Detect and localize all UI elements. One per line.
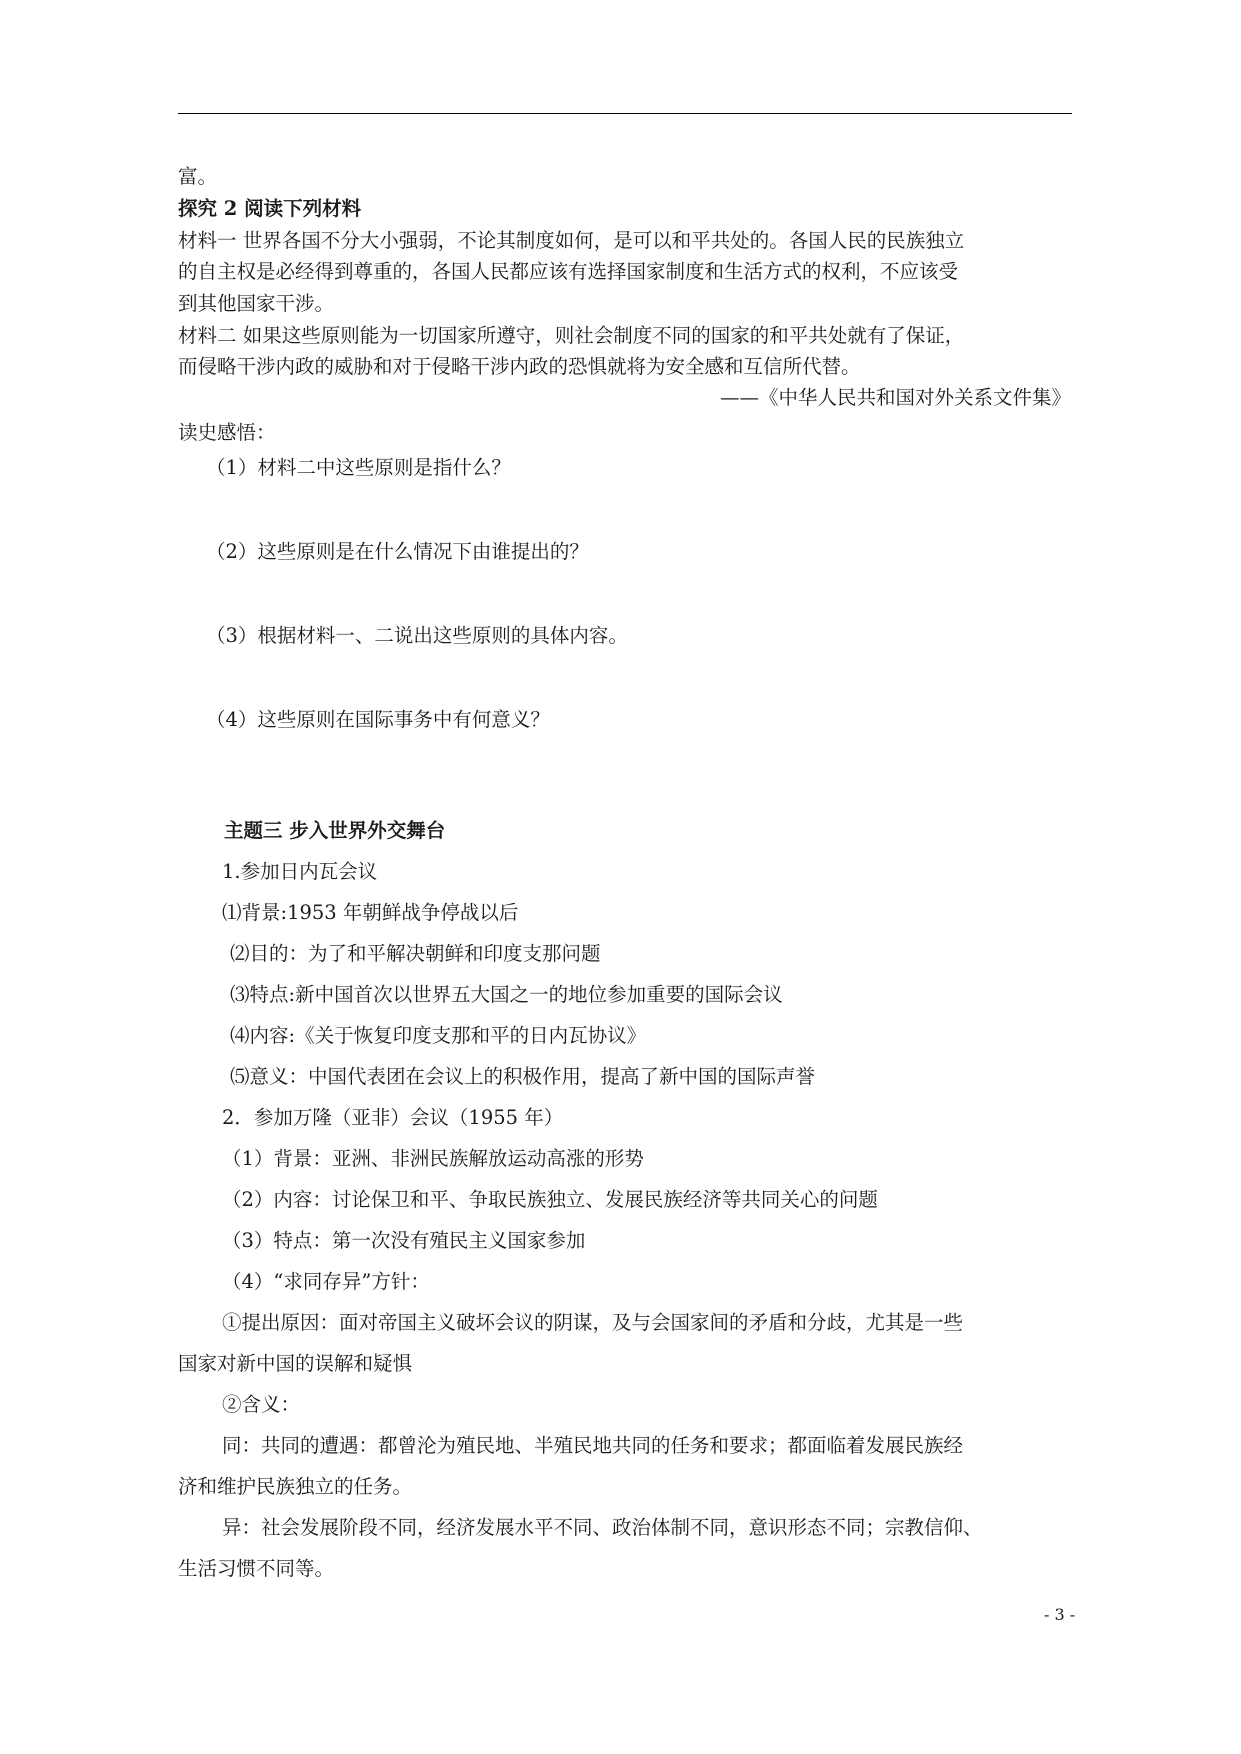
explore2-heading: 探究 2 阅读下列材料 [178,197,362,220]
theme3-line: 济和维护民族独立的任务。 [178,1475,413,1498]
continued-text: 富。 [178,165,218,188]
source-citation: ——《中华人民共和国对外关系文件集》 [719,386,1071,409]
theme3-line: ⑴背景:1953 年朝鲜战争停战以后 [222,901,519,924]
question-item: （1）材料二中这些原则是指什么？ [206,456,511,479]
theme3-heading: 主题三 步入世界外交舞台 [224,819,446,842]
theme3-line: ⑶特点:新中国首次以世界五大国之一的地位参加重要的国际会议 [230,983,783,1006]
theme3-line: 1.参加日内瓦会议 [222,860,378,883]
page-number: - 3 - [1044,1605,1076,1624]
theme3-line: 国家对新中国的误解和疑惧 [178,1352,413,1375]
theme3-line: 同：共同的遭遇：都曾沦为殖民地、半殖民地共同的任务和要求；都面临着发展民族经 [222,1434,964,1457]
question-item: （2）这些原则是在什么情况下由谁提出的？ [206,540,589,563]
header-rule [178,113,1072,114]
theme3-line: 生活习惯不同等。 [178,1557,335,1580]
theme3-line: （3）特点：第一次没有殖民主义国家参加 [222,1229,586,1252]
reflection-label: 读史感悟： [178,421,276,444]
theme3-line: 异：社会发展阶段不同，经济发展水平不同、政治体制不同，意识形态不同；宗教信仰、 [222,1516,983,1539]
material2-line: 而侵略干涉内政的威胁和对于侵略干涉内政的恐惧就将为安全感和互信所代替。 [178,355,861,378]
theme3-line: ①提出原因：面对帝国主义破坏会议的阴谋，及与会国家间的矛盾和分歧，尤其是一些 [222,1311,964,1334]
material1-line: 的自主权是必经得到尊重的，各国人民都应该有选择国家制度和生活方式的权利，不应该受 [178,260,959,283]
theme3-line: ②含义： [222,1393,301,1416]
theme3-line: （2）内容：讨论保卫和平、争取民族独立、发展民族经济等共同关心的问题 [222,1188,878,1211]
question-item: （3）根据材料一、二说出这些原则的具体内容。 [206,624,628,647]
material1-line: 材料一 世界各国不分大小强弱，不论其制度如何，是可以和平共处的。各国人民的民族独立 [178,229,965,252]
theme3-line: ⑵目的：为了和平解决朝鲜和印度支那问题 [230,942,601,965]
question-item: （4）这些原则在国际事务中有何意义？ [206,708,550,731]
material1-line: 到其他国家干涉。 [178,292,335,315]
theme3-line: （1）背景：亚洲、非洲民族解放运动高涨的形势 [222,1147,644,1170]
theme3-line: ⑷内容:《关于恢复印度支那和平的日内瓦协议》 [230,1024,647,1047]
theme3-line: ⑸意义：中国代表团在会议上的积极作用，提高了新中国的国际声誉 [230,1065,816,1088]
material2-line: 材料二 如果这些原则能为一切国家所遵守，则社会制度不同的国家的和平共处就有了保证， [178,324,965,347]
theme3-line: （4）“求同存异”方针： [222,1270,430,1293]
theme3-line: 2．参加万隆（亚非）会议（1955 年） [222,1106,564,1129]
